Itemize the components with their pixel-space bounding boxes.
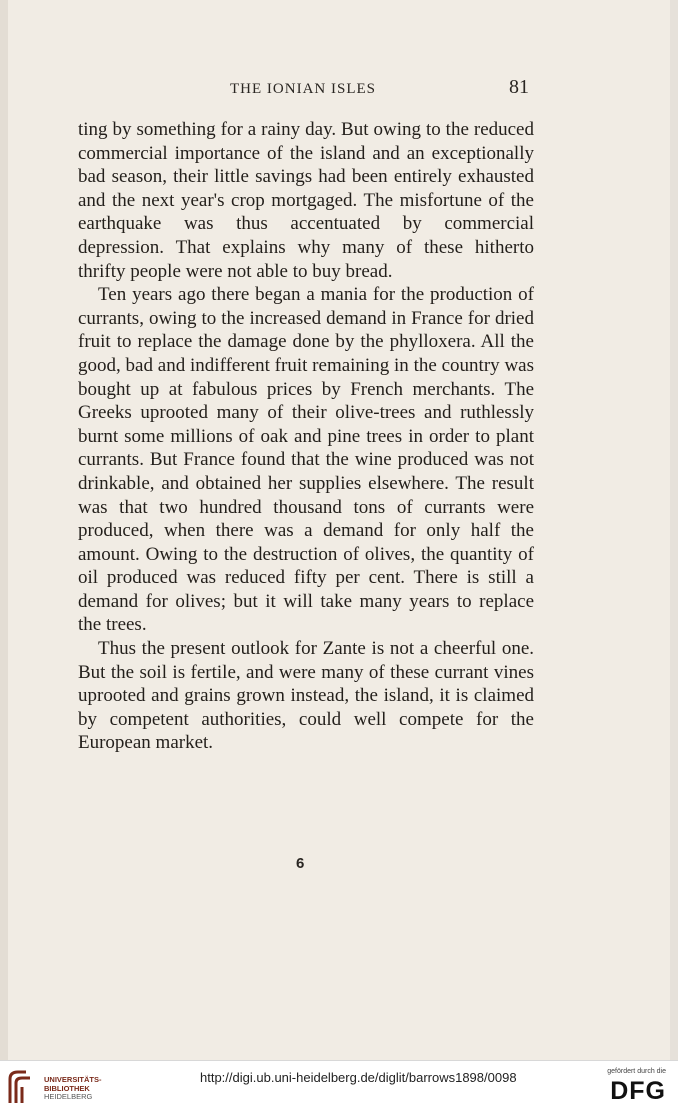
library-name-line-3: HEIDELBERG [44,1092,93,1101]
library-name-line-2: BIBLIOTHEK [44,1083,90,1093]
paragraph-2: Ten years ago there began a mania for the production of currants, owing to the increased demand in France for dried fruit to replace the damage done by the phylloxera. All the good, bad and indifferent fruit remaining in the country was bought up at fabulous prices by French merchants. The Greeks uprooted many of their olive-trees and ruthlessly burnt some millions of oak and pine trees in order to plant currants. But France found that the wine produced was not drinkable, and obtained her supplies elsewhere. The result was that two hundred thousand tons of currants were produced, when there was a demand for only half the amount. Owing to the destruction of olives, the quantity of oil produced was reduced fifty per cent. There is still a demand for olives; but it will take many years to replace the trees. [78,284,534,636]
paragraph-1: ting by something for a rainy day. But owing to the reduced commercial importance of the island and an exceptionally bad season, their little savings had been entirely exhausted and the next year's crop mortgaged. The misfortune of the earthquake was thus accentuated by commercial depression. That explains why many of these hitherto thrifty people were not able to buy bread. [78,119,534,282]
viewer-footer [0,1060,678,1109]
page-header [0,75,678,103]
signature-mark: 6 [296,855,305,872]
body-text [78,118,534,755]
page-number: 81 [509,76,529,98]
paragraph-3: Thus the present outlook for Zante is not a cheerful one. But the soil is fertile, and were many of these currant vines uprooted and grains grown instead, the island, it is claimed by competent authorities, could well compete for the European market. [78,638,534,754]
library-emblem-icon [6,1069,34,1105]
dfg-logo[interactable] [598,1065,674,1107]
permalink-url[interactable]: http://digi.ub.uni-heidelberg.de/diglit/barrows1898/0098 [200,1070,517,1085]
library-name-line-1: UNIVERSITÄTS- [44,1075,102,1084]
university-library-logo[interactable] [6,1067,116,1107]
funded-by-label: gefördert durch die [607,1068,666,1075]
running-title: THE IONIAN ISLES [230,81,376,97]
library-name [44,1076,102,1102]
dfg-wordmark: DFG [610,1077,666,1105]
